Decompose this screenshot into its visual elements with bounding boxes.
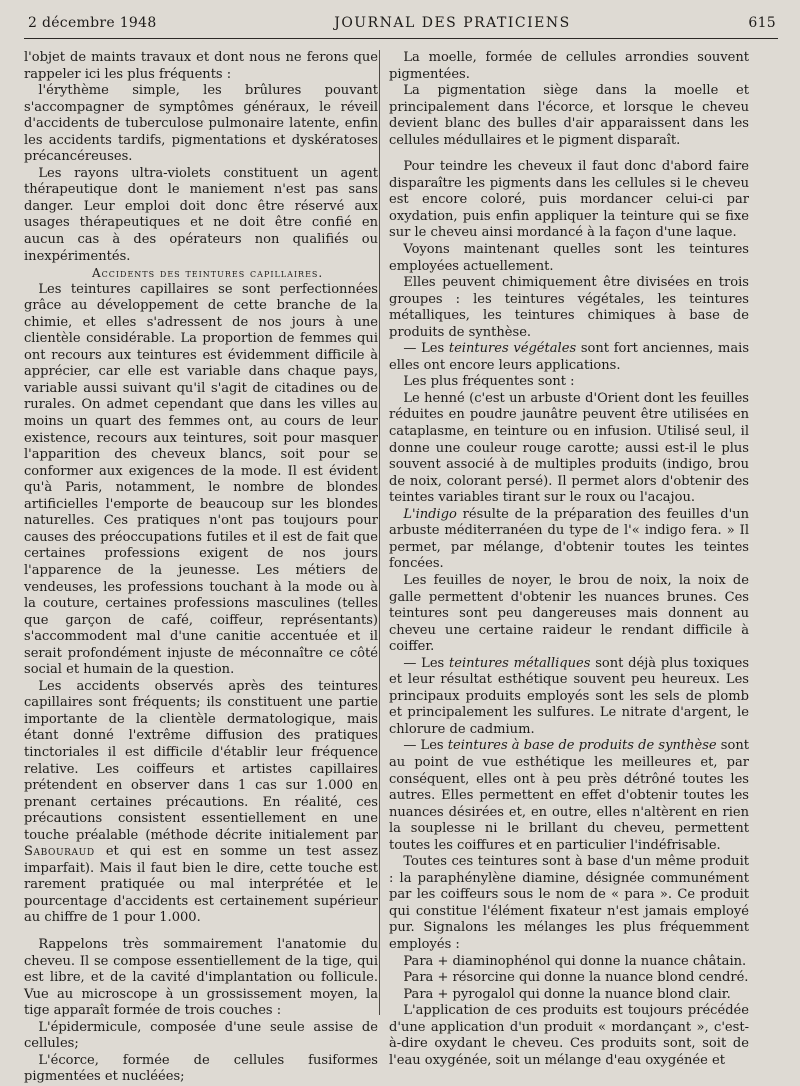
header-rule [24,38,778,39]
right-column [389,50,749,1069]
recipe-line: Para + résorcine qui donne la nuance blond cendré. [403,970,749,986]
paragraph: l'objet de maints travaux et dont nous ne ferons que rappeler ici les plus fréquents : [24,50,378,82]
page-number: 615 [748,15,776,31]
recipe-line: Para + diaminophénol qui donne la nuance châtain. [403,953,747,969]
left-column [24,50,378,1086]
paragraph [389,507,749,573]
paragraph: La moelle, formée de cellules arrondies souvent pigmentées. [389,50,749,82]
emphasis: teintures végétales [448,341,577,357]
paragraph: Pour teindre les cheveux il faut donc d'abord faire disparaître les pigments dans les cellules si le cheveu est encore coloré, puis mordancer celui-ci par oxydation, puis enfin appliquer la teinture qui se fixe sur le cheveu ainsi mordancé à la façon d'une laque. [389,159,749,241]
emphasis: teintures à base de produits de synthèse [447,738,717,754]
paragraph: Les plus fréquentes sont : [403,374,575,390]
text-run: sont fort anciennes, mais elles ont encore leurs applications. [389,341,750,373]
emphasis: teintures métalliques [449,655,591,671]
paragraph: l'érythème simple, les brûlures pouvant s'accompagner de symptômes généraux, le réveil d'accidents de tuberculose pulmonaire latente, enfin les accidents tardifs, pigmentations et dyskératoses précancéreuses. [24,83,378,165]
paragraph: Voyons maintenant quelles sont les teintures employées actuellement. [389,242,749,274]
author-name: Sabouraud [24,844,95,860]
text-run: — Les [403,738,448,754]
text-run: sont déjà plus toxiques et leur résultat esthétique souvent peu heureux. Les principaux produits employés sont les sels de plomb et principalement les sulfures. Le nitrate d'argent, le chlorure de cadmium. [389,655,750,737]
text-run: Les accidents observés après des teintures capillaires sont fréquents; ils constituent une partie importante de la clientèle dermatologique, mais étant donné l'extrême diffusion des pratiques tinctoriales il est difficile d'établir leur fréquence relative. Les coiffeurs et artistes capillaires prétendent en observer dans 1 cas sur 1.000 en prenant certaines précautions. En réalité, ces précautions consistent essentiellement en une touche préalable (méthode décrite initialement par [24,678,378,843]
text-run: résulte de la préparation des feuilles d'un arbuste méditerranéen du type de l'« indigo fera. » Il permet, par mélange, d'obtenir toutes les teintes foncées. [389,506,749,572]
text-run: — Les [403,341,449,357]
paragraph: Rappelons très sommairement l'anatomie du cheveu. Il se compose essentiellement de la tige, qui est libre, et de la cavité d'implantation ou follicule. Vue au microscope à un grossissement moyen, la tige apparaît formée de trois couches : [24,936,378,1019]
text-run: et qui est en somme un test assez imparfait). Mais il faut bien le dire, cette touche est rarement pratiquée ou mal interprétée et le pourcentage d'accidents est certainement supérieur au chiffre de 1 pour 1.000. [24,844,378,926]
paragraph [389,341,749,374]
text-run: — Les [403,655,450,671]
issue-date: 2 décembre 1948 [28,15,157,31]
paragraph: La pigmentation siège dans la moelle et principalement dans l'écorce, et lorsque le cheveu devient blanc des bulles d'air apparaissent dans les cellules médullaires et le pigment disparaît. [389,83,749,148]
section-heading: Accidents des teintures capillaires. [91,266,324,281]
paragraph [389,656,749,739]
paragraph [389,738,749,854]
recipe-line: Para + pyrogalol qui donne la nuance blond clair. [403,986,731,1002]
paragraph: Elles peuvent chimiquement être divisées en trois groupes : les teintures végétales, les teintures métalliques, les teintures chimiques à base de produits de synthèse. [389,275,749,340]
paragraph: Les feuilles de noyer, le brou de noix, la noix de galle permettent d'obtenir les nuances brunes. Ces teintures sont peu dangereuses mais donnent au cheveu une certaine raideur le rendant difficile à coiffer. [389,572,749,655]
paragraph: Le henné (c'est un arbuste d'Orient dont les feuilles réduites en poudre jaunâtre peuvent être utilisées en cataplasme, en teinture ou en infusion. Utilisé seul, il donne une couleur rouge carotte; aussi est-il le plus souvent associé à de multiples produits (indigo, brou de noix, colorant persé). Il permet alors d'obtenir des teintes variables tirant sur le roux ou l'acajou. [389,390,749,506]
journal-title: JOURNAL DES PRATICIENS [334,15,571,31]
emphasis: L'indigo [403,506,457,522]
paragraph: Les teintures capillaires se sont perfectionnées grâce au développement de cette branche de la chimie, et elles s'adressent de nos jours à une clientèle considérable. La proportion de femmes qui ont recours aux teintures est évidemment difficile à apprécier, car elle est variable dans chaque pays, variable aussi suivant qu'il s'agit de citadines ou de rurales. On admet cependant que dans les villes au moins un quart des femmes ont, au cours de leur existence, recours aux teintures, soit pour masquer l'apparition des cheveux blancs, soit pour se conformer aux exigences de la mode. Il est évident qu'à Paris, notamment, le nombre de blondes artificielles l'emporte de beaucoup sur les blondes naturelles. Ces pratiques n'ont pas toujours pour causes des préoccupations futiles et il est de fait que certaines professions exigent de nos jours l'apparence de la jeunesse. Les métiers de vendeuses, les professions touchant à la mode ou à la couture, certaines professions masculines (telles que garçon de café, coiffeur, représentants) s'accommodent mal d'une canitie accentuée et il serait profondément injuste de méconnaître ce côté social et humain de la question. [24,281,378,678]
paragraph [24,679,378,927]
paragraph: L'écorce, formée de cellules fusiformes pigmentées et nucléées; [24,1052,378,1085]
running-header [28,10,776,36]
text-run: sont au point de vue esthétique les meilleures et, par conséquent, elles ont à peu près détrôné toutes les autres. Elles permettent en effet d'obtenir toutes les nuances désirées et, en outre, elles n'altèrent en rien la souplesse ni le brillant du cheveu, permettent toutes les coiffures et en particulier l'indéfrisable. [389,738,749,853]
paragraph: Toutes ces teintures sont à base d'un même produit : la paraphénylène diamine, désignée communément par les coiffeurs sous le nom de « para ». Ce produit qui constitue l'élément fixateur n'est jamais employé pur. Signalons les mélanges les plus fréquemment employés : [389,854,749,952]
paragraph: Les rayons ultra-violets constituent un agent thérapeutique dont le maniement n'est pas sans danger. Leur emploi doit donc être réservé aux usages thérapeutiques et ne doit être confié en aucun cas à des opérateurs non qualifiés ou inexpérimentés. [24,165,378,264]
column-divider [379,50,380,1015]
paragraph: L'épidermicule, composée d'une seule assise de cellules; [24,1019,378,1052]
paragraph: L'application de ces produits est toujours précédée d'une application d'un produit « mordançant », c'est-à-dire oxydant le cheveu. Ces produits sont, soit de l'eau oxygénée, soit un mélange d'eau oxygénée et [389,1003,749,1068]
